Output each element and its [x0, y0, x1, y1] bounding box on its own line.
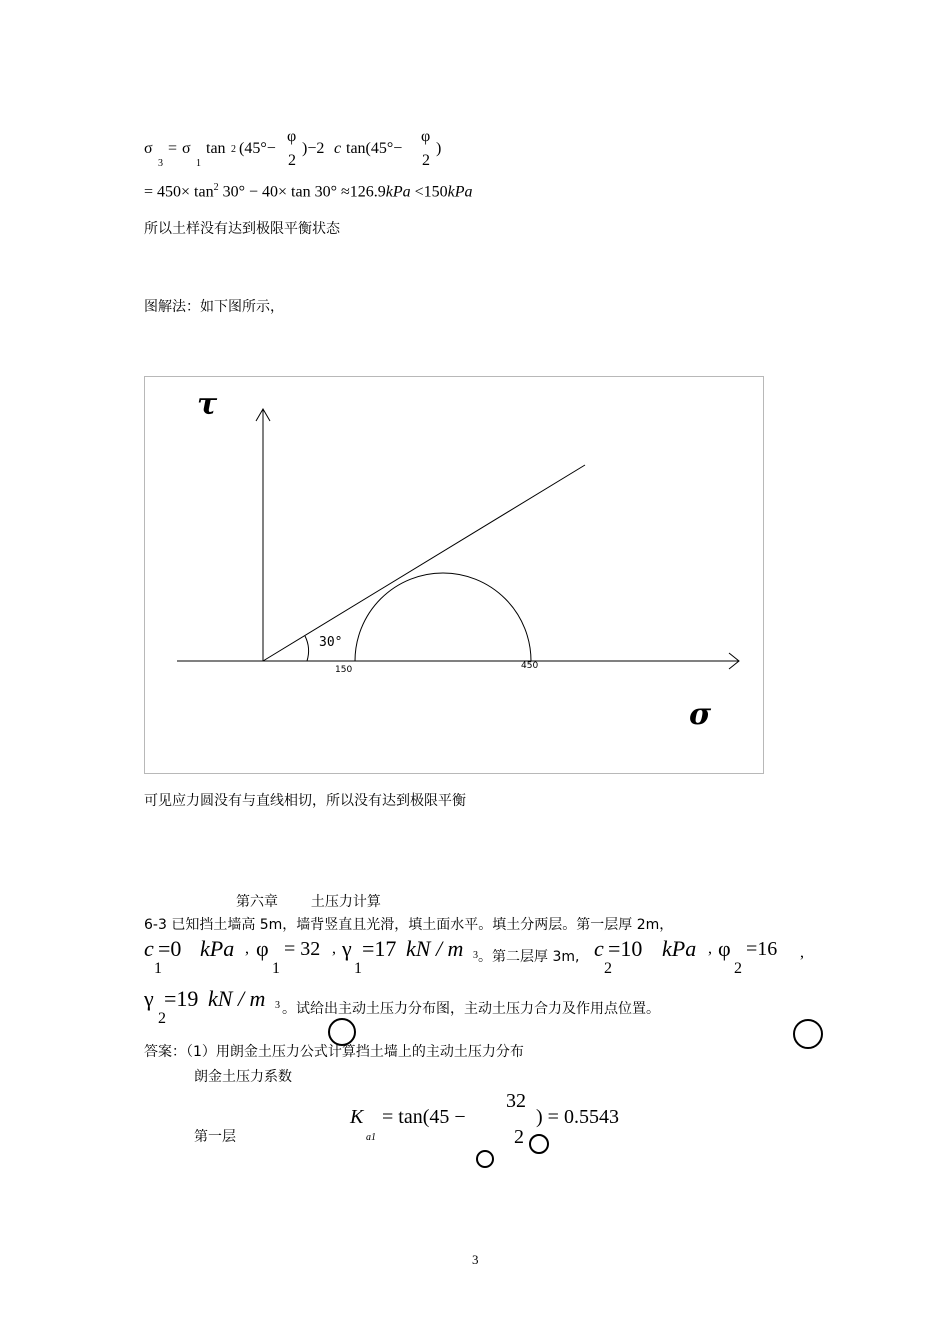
tau-label: τ	[197, 387, 218, 422]
equation-line-1	[144, 128, 464, 176]
mohr-circle-figure	[144, 376, 764, 774]
phi2-numerator: φ	[421, 128, 431, 145]
gamma2-value: =19	[164, 986, 199, 1011]
comma-4: ,	[800, 944, 804, 961]
phi2-subscript: 2	[734, 960, 742, 977]
c2-value: =10	[608, 936, 643, 961]
gamma1-unit: kN / m	[406, 936, 464, 961]
parameters-line-1	[144, 934, 824, 984]
eq2-unit2: kPa	[447, 183, 473, 201]
ka1-numerator: 32	[506, 1090, 526, 1112]
phi-numerator: φ	[287, 128, 297, 145]
sigma3-subscript: 3	[158, 158, 163, 169]
phi1-value: = 32	[284, 938, 321, 960]
ka1-tan-text: = tan(45 −	[382, 1106, 466, 1128]
sigma1-symbol: σ	[182, 140, 191, 157]
c2-subscript: 2	[604, 960, 612, 977]
gamma1-subscript: 1	[354, 960, 362, 977]
ka1-formula	[350, 1092, 650, 1152]
problem-task-text: 。试给出主动土压力分布图，主动土压力合力及作用点位置。	[282, 1001, 660, 1017]
stress-circle	[355, 573, 531, 661]
angle-label: 30°	[319, 635, 343, 650]
c1-symbol: c	[144, 936, 154, 961]
ka1-subscript: a1	[366, 1132, 376, 1143]
sigma-label: σ	[689, 697, 712, 732]
conclusion-2: 可见应力圆没有与直线相切，所以没有达到极限平衡	[144, 793, 466, 809]
problem-statement-line-1: 6-3 已知挡土墙高 5m，墙背竖直且光滑，填土面水平。填土分两层。第一层厚 2m，	[144, 917, 674, 933]
ring-mark-4	[476, 1150, 494, 1168]
sigma3-symbol: σ	[144, 140, 153, 157]
c-variable: c	[334, 140, 342, 157]
gamma2-unit-exponent: 3	[275, 1000, 280, 1011]
gamma2-subscript: 2	[158, 1010, 166, 1027]
eq2-part1: = 450× tan	[144, 183, 214, 201]
gamma2-symbol: γ	[144, 986, 154, 1011]
ring-mark-2	[793, 1019, 823, 1049]
tick-label-450: 450	[521, 661, 539, 671]
mohr-diagram-svg	[145, 377, 765, 775]
c1-value: =0	[158, 936, 182, 961]
tan-text: tan	[206, 140, 226, 157]
phi1-symbol: φ	[256, 936, 269, 961]
close-minus-2: )−2	[302, 140, 325, 157]
conclusion-1: 所以土样没有达到极限平衡状态	[144, 221, 340, 237]
gamma2-unit: kN / m	[208, 986, 266, 1011]
gamma1-value: =17	[362, 936, 397, 961]
phi1-subscript: 1	[272, 960, 280, 977]
square-exponent: 2	[231, 144, 236, 155]
ka1-denominator: 2	[514, 1126, 524, 1148]
comma-3: ,	[708, 940, 712, 957]
tick-label-150: 150	[335, 665, 353, 675]
c1-subscript: 1	[154, 960, 162, 977]
sigma1-subscript: 1	[196, 158, 201, 169]
second-layer-text: 。第二层厚 3m,	[478, 949, 580, 965]
c1-unit: kPa	[200, 936, 235, 961]
eq2-part2: 30° − 40× tan 30° ≈126.9	[218, 183, 386, 201]
failure-envelope-line	[263, 465, 585, 661]
gamma1-symbol: γ	[342, 936, 352, 961]
gamma1-unit-exponent: 3	[473, 950, 478, 961]
equals-sign: =	[168, 140, 178, 157]
chapter-title: 土压力计算	[310, 894, 381, 910]
c2-symbol: c	[594, 936, 604, 961]
ka1-K: K	[350, 1106, 364, 1128]
layer1-label: 第一层	[194, 1129, 236, 1145]
comma-1: ,	[245, 940, 249, 957]
answer-line-2: 朗金土压力系数	[194, 1069, 292, 1085]
ka1-result: ) = 0.5543	[536, 1106, 619, 1128]
graphic-method-intro: 图解法：如下图所示，	[144, 299, 284, 315]
angle-arc	[305, 636, 309, 661]
chapter-heading	[236, 891, 381, 911]
tan-45-text: tan(45°−	[346, 140, 403, 157]
phi2-symbol: φ	[718, 936, 731, 961]
eq2-unit1: kPa	[385, 183, 411, 201]
two-denominator: 2	[288, 152, 296, 169]
eq2-less-than: <150	[410, 183, 448, 201]
equation-line-2	[144, 182, 473, 201]
two2-denominator: 2	[422, 152, 430, 169]
comma-2: ,	[332, 940, 336, 957]
open-paren-45: (45°−	[239, 140, 276, 157]
phi2-value: =16	[746, 938, 778, 960]
eq2-square: 2	[213, 182, 219, 193]
answer-line-1: 答案：（1）用朗金土压力公式计算挡土墙上的主动土压力分布	[144, 1044, 524, 1060]
c2-unit: kPa	[662, 936, 697, 961]
page-number: 3	[472, 1252, 479, 1267]
close-paren: )	[436, 140, 442, 157]
parameters-line-2	[144, 984, 784, 1030]
chapter-number: 第六章	[236, 894, 278, 910]
